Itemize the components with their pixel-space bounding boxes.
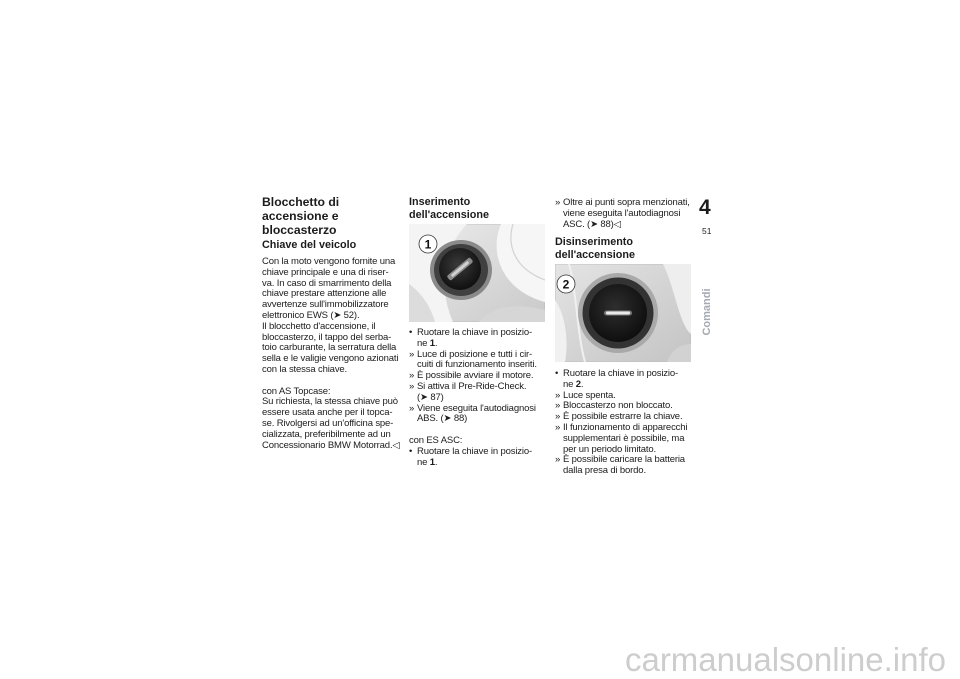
- text-line: dalla presa di bordo.: [563, 465, 646, 477]
- text-line: chiave principale e una di riser-: [262, 266, 389, 278]
- text-fragment: .: [434, 337, 438, 349]
- ignition-lock-position-1-figure: [409, 224, 545, 322]
- position-number: 1: [429, 456, 435, 468]
- subsection-title-line: dell'accensione: [409, 208, 489, 221]
- text-line: viene eseguita l'autodiagnosi: [563, 207, 681, 219]
- section-title-line: accensione e: [262, 209, 339, 223]
- text-line: ABS. (➤ 88): [417, 413, 468, 425]
- continued-results: [555, 198, 695, 230]
- text-line: con la stessa chiave.: [262, 363, 348, 375]
- text-line: Il funzionamento di apparecchi: [563, 421, 688, 433]
- subsection-title-line: Disinserimento: [555, 236, 633, 248]
- text-fragment: .: [434, 456, 438, 468]
- result-marker: »: [409, 348, 415, 360]
- subsection-title-line: dell'accensione: [555, 248, 635, 261]
- text-line: Oltre ai punti sopra menzionati,: [563, 197, 690, 208]
- text-line: [417, 458, 549, 469]
- text-line: Viene eseguita l'autodiagnosi: [417, 402, 536, 414]
- text-line: [417, 339, 549, 350]
- text-line: cuiti di funzionamento inseriti.: [417, 359, 537, 371]
- result-marker: »: [555, 389, 561, 401]
- text-line: Luce spenta.: [563, 389, 616, 401]
- chapter-title: Comandi: [701, 288, 713, 336]
- text-line: Con la moto vengono fornite una: [262, 256, 396, 267]
- text-line: essere usata anche per il topca-: [262, 407, 393, 419]
- result-item: [409, 350, 549, 372]
- text-line: (➤ 87): [417, 391, 444, 403]
- text-line: Concessionario BMW Motorrad.◁: [262, 439, 400, 451]
- chapter-number: 4: [699, 196, 711, 219]
- position-number: 2: [575, 378, 581, 390]
- result-marker: »: [555, 197, 561, 208]
- key-description: [262, 257, 398, 451]
- text-line: Ruotare la chiave in posizio-: [563, 368, 678, 379]
- callout-label-1: 1: [424, 237, 432, 252]
- text-line: cializzata, preferibilmente ad un: [262, 428, 391, 440]
- text-line: elettronico EWS (➤ 52).: [262, 309, 360, 321]
- text-line: Si attiva il Pre-Ride-Check.: [417, 380, 527, 392]
- result-item: [555, 455, 695, 477]
- text-line: ASC. (➤ 88)◁: [563, 218, 621, 230]
- section-title: [262, 195, 339, 237]
- result-item: [409, 404, 549, 426]
- text-line: Su richiesta, la stessa chiave può: [262, 396, 398, 408]
- text-line: Luce di posizione e tutti i cir-: [417, 348, 533, 360]
- result-item: [555, 198, 695, 230]
- text-line: avvertenze sull'immobilizzatore: [262, 299, 389, 311]
- action-item: [409, 447, 549, 469]
- subsection-title-ignition-off: [555, 236, 635, 262]
- page-number: 51: [702, 226, 712, 236]
- ignition-lock-position-2-figure: [555, 264, 691, 362]
- bullet-marker: •: [409, 445, 413, 457]
- subsection-title-ignition-on: [409, 196, 489, 222]
- text-line: Ruotare la chiave in posizio-: [417, 327, 532, 338]
- result-item: [555, 423, 695, 455]
- position-number: 1: [429, 337, 435, 349]
- watermark: carmanualsonline.info: [624, 641, 946, 678]
- callout-label-2: 2: [562, 277, 570, 292]
- text-fragment: ne: [417, 456, 430, 468]
- text-line: Il blocchetto d'accensione, il: [262, 320, 376, 332]
- text-line: [563, 380, 695, 391]
- text-line: va. In caso di smarrimento della: [262, 277, 392, 289]
- action-item: [409, 328, 549, 350]
- text-line: Bloccasterzo non bloccato.: [563, 400, 673, 412]
- result-marker: »: [555, 454, 561, 466]
- ignition-on-steps: [409, 328, 549, 468]
- result-item: [409, 382, 549, 404]
- subsection-title-line: Inserimento: [409, 196, 471, 208]
- text-line: toio carburante, la serratura della: [262, 342, 397, 354]
- result-marker: »: [409, 380, 415, 392]
- text-line: sella e le valigie vengono azionati: [262, 353, 399, 365]
- text-line: Ruotare la chiave in posizio-: [417, 445, 532, 457]
- text-line: È possibile caricare la batteria: [563, 454, 685, 466]
- result-marker: »: [409, 370, 415, 382]
- option-label: con ES ASC:: [409, 434, 463, 446]
- action-item: [555, 369, 695, 391]
- paragraph-gap: [262, 376, 398, 387]
- section-title-line: Blocchetto di: [262, 195, 340, 209]
- text-fragment: ne: [417, 337, 430, 349]
- text-line: chiave prestare attenzione alle: [262, 288, 387, 300]
- result-marker: »: [555, 411, 561, 423]
- option-label: con AS Topcase:: [262, 385, 331, 397]
- text-line: bloccasterzo, il tappo del serba-: [262, 331, 392, 343]
- text-line: È possibile avviare il motore.: [417, 370, 534, 382]
- text-line: È possibile estrarre la chiave.: [563, 411, 683, 423]
- text-line: se. Rivolgersi ad un'officina spe-: [262, 417, 394, 429]
- result-marker: »: [555, 421, 561, 433]
- result-marker: »: [555, 400, 561, 412]
- result-marker: »: [409, 402, 415, 414]
- text-line: per un periodo limitato.: [563, 443, 657, 455]
- text-line: supplementari è possibile, ma: [563, 432, 685, 444]
- text-fragment: ne: [563, 378, 576, 390]
- bullet-marker: •: [555, 368, 559, 379]
- subsection-title-vehicle-key: Chiave del veicolo: [262, 239, 357, 251]
- ignition-off-steps: [555, 369, 695, 477]
- text-fragment: .: [580, 378, 584, 390]
- section-title-line: bloccasterzo: [262, 223, 337, 237]
- bullet-marker: •: [409, 327, 413, 338]
